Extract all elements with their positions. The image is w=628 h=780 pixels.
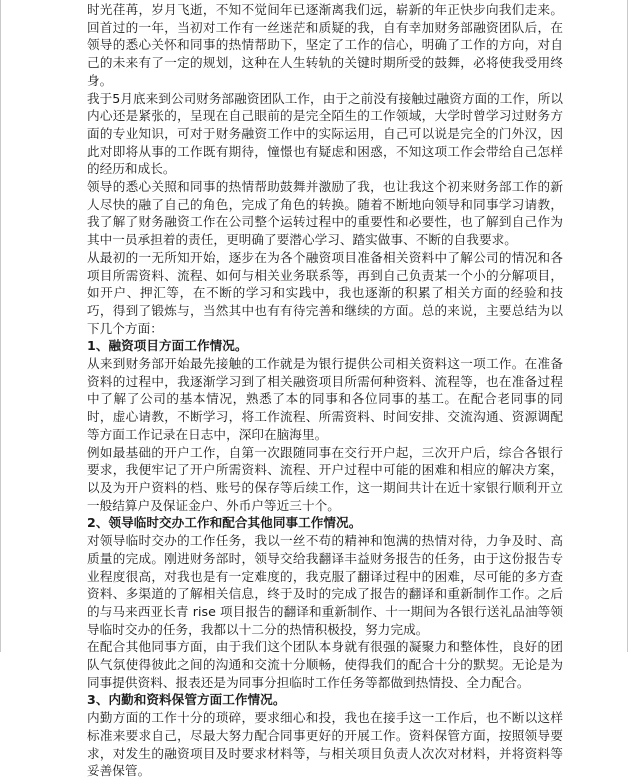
section-heading-records: 3、内勤和资料保管方面工作情况。 <box>87 692 286 708</box>
paragraph-summary: 从最初的一无所知开始，逐步在为各个融资项目准备相关资料中了解公司的情况和各项目所需资料、流程、如何与相关业务联系等，再到自己负责某一个小的分解项目，如开户、押汇等，在不断的学习和实践中，我也逐渐的积累了相关方面的经验和技巧，得到了锻炼与，当然其中也有有待完善和继续的方面。总的来说，主要总结为以下几个方面： <box>87 249 563 336</box>
paragraph-joining: 我于5月底来到公司财务部融资团队工作，由于之前没有接触过融资方面的工作，所以内心还是紧张的，呈现在自己眼前的是完全陌生的工作领域，大学时曾学习过财务方面的专业知识，可对于财务融资工作中的实际运用，自己可以说是完全的门外汉，因此对即将从事的工作既有期待，憧憬也有疑虑和困惑，不知这项工作会带给自己怎样的经历和成长。 <box>87 90 563 177</box>
section-heading-temporary-tasks: 2、领导临时交办工作和配合其他同事工作情况。 <box>87 515 362 531</box>
paragraph-guidance: 领导的悉心关照和同事的热情帮助鼓舞并激励了我，也让我这个初来财务部工作的新人尽快的融了自己的角色，完成了角色的转换。随着不断地向领导和同事学习请教，我了解了财务融资工作在公司整个运转过程中的重要性和必要性，也了解到自己作为其中一员承担着的责任，更明确了要潜心学习、踏实做事、不断的自我要求。 <box>87 179 563 248</box>
paragraph-intro: 时光荏苒，岁月飞逝，不知不觉间年已逐渐离我们远，崭新的年正快步向我们走来。回首过的一年，当初对工作有一丝迷茫和质疑的我，自有幸加财务部融资团队后，在领导的悉心关怀和同事的热情帮助下，坚定了工作的信心，明确了工作的方向，对自己的未来有了一定的规划，这种在人生转轨的关键时期所受的鼓舞，必将使我受用终身。 <box>87 2 563 88</box>
document-body <box>87 1 563 780</box>
paragraph-records: 内勤方面的工作十分的琐碎，要求细心和投，我也在接手这一工作后，也不断以这样标准来要求自己，尽最大努力配合同事更好的开展工作。资料保管方面，按照领导要求，对发生的融资项目及时要求材料等，与相关项目负责人次次对材料，并将资料等妥善保管。 <box>87 710 563 779</box>
paragraph-teamwork: 在配合其他同事方面，由于我们这个团队本身就有很强的凝聚力和整体性，良好的团队气氛使得彼此之间的沟通和交流十分顺畅，使得我们的配合十分的默契。无论是为同事提供资料、报表还是为同事分担临时工作任务等都做到热情投、全力配合。 <box>87 639 563 690</box>
paragraph-financing-materials: 从来到财务部开始最先接触的工作就是为银行提供公司相关资料这一项工作。在准备资料的过程中，我逐渐学习到了相关融资项目所需何种资料、流程等，也在准备过程中了解了公司的基本情况，熟悉了本的同事和各位同事的基工。在配合老同事的同时，虚心请教，不断学习，将工作流程、所需资料、时间安排、交流沟通、资源调配等方面工作记录在日志中，深印在脑海里。 <box>87 356 563 442</box>
paragraph-account-opening: 例如最基础的开户工作，自第一次跟随同事在交行开户起，三次开户后，综合各银行要求，我便牢记了开户所需资料、流程、开户过程中可能的困难和相应的解决方案，以及为开户资料的档、账号的保存等后续工作，这一期间共计在近十家银行顺利开立一般结算户及保证金户、外币户等近三十个。 <box>87 444 563 513</box>
section-heading-financing: 1、融资项目方面工作情况。 <box>87 338 248 354</box>
paragraph-temporary-tasks: 对领导临时交办的工作任务，我以一丝不苟的精神和饱满的热情对待，力争及时、高质量的完成。刚进财务部时，领导交给我翻译丰益财务报告的任务，由于这份报告专业程度很高，对我也是有一定难度的，我克服了翻译过程中的困难，尽可能的多方查资料、多渠道的了解相关信息，终于及时的完成了报告的翻译和重新制作工作。之后的与马来西亚长青 rise 项目报告的翻译和重新制作、十一期间为各银行送礼品油等领导临时交办的任务，我都以十二分的热情积极投，努力完成。 <box>87 533 563 637</box>
